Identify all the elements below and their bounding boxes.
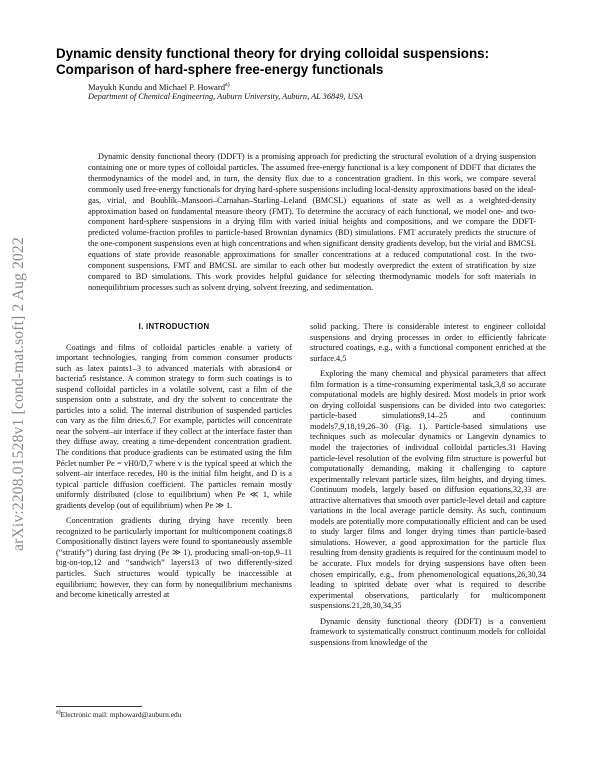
- footnote: [56, 710, 181, 719]
- body-paragraph: solid packing. There is considerable interest to engineer colloidal suspensions and drying processes in order to efficiently fabricate structured coatings, e.g., with a functional component enriched at the surface.4,5: [310, 322, 546, 363]
- affiliation: Department of Chemical Engineering, Auburn University, Auburn, AL 36849, USA: [88, 92, 363, 101]
- title-line-2: Comparison of hard-sphere free-energy functionals: [56, 62, 384, 77]
- arxiv-id: arXiv:2208.01528v1 [cond-mat.soft] 2 Aug 2022: [10, 237, 27, 551]
- arxiv-sidebar-stamp: [10, 214, 28, 574]
- right-column: [310, 322, 546, 653]
- authors-text: Mayukh Kundu and Michael P. Howard: [88, 82, 225, 92]
- body-paragraph: Concentration gradients during drying have recently been recognized to be particularly important for multicomponent coatings.8 Compositionally distinct layers were found to spontaneously assemble (“stratify”) during fast drying (Pe ≫ 1), producing small-on-top,9–11 big-on-top,12 and “sandwich” layers13 of two differently-sized particles. Such structures would typically be inaccessible at equilibrium; however, they can form by nonequilibrium mechanisms and become kinetically arrested at: [56, 516, 292, 600]
- footnote-mark: a): [56, 709, 61, 716]
- paper-header: [56, 46, 556, 103]
- title-line-1: Dynamic density functional theory for drying colloidal suspensions:: [56, 46, 490, 61]
- body-paragraph: Coatings and films of colloidal particles enable a variety of important technologies, ranging from common consumer products such as latex paints1–3 to advanced materials with abrasion4 or bacteria5 resistance. A common strategy to form such coatings is to suspend colloidal particles in a volatile solvent, cast a film of the suspension onto a substrate, and dry the solvent to concentrate the particles into a solid. The internal distribution of suspended particles can vary as the film dries.6,7 For example, particles will concentrate near the solvent–air interface if they collect at the interface faster than they diffuse away, creating a time-dependent concentration gradient. The conditions that produce gradients can be estimated using the film Péclet number Pe = vH0/D,7 where v is the typical speed at which the solvent–air interface recedes, H0 is the initial film height, and D is a typical particle diffusion coefficient. The particles remain mostly uniformly distributed (close to equilibrium) when Pe ≪ 1, while gradients develop (out of equilibrium) when Pe ≫ 1.: [56, 342, 292, 510]
- author-list: [88, 82, 556, 92]
- abstract: Dynamic density functional theory (DDFT) is a promising approach for predicting the structural evolution of a drying suspension containing one or more types of colloidal particles. The assumed free-energy functional is a key component of DDFT that dictates the thermodynamics of the model and, in turn, the density flux due to a concentration gradient. In this work, we compare several commonly used free-energy functionals for drying hard-sphere suspensions including local-density approximations based on the ideal-gas, virial, and Boublík–Mansoori–Carnahan–Starling–Leland (BMCSL) equations of state as well as a weighted-density approximation based on fundamental measure theory (FMT). To determine the accuracy of each functional, we model one- and two-component hard-sphere suspensions in a drying film with varied initial heights and compositions, and we compare the DDFT-predicted volume-fraction profiles to particle-based Brownian dynamics (BD) simulations. FMT accurately predicts the structure of the one-component suspensions even at high concentrations and when significant density gradients develop, but the virial and BMCSL equations of state provide reasonable approximations for smaller concentrations at a reduced computational cost. In the two-component suspensions, FMT and BMCSL are similar to each other but modestly overpredict the extent of stratification by size compared to BD simulations. This work provides helpful guidance for selecting thermodynamic models for soft materials in nonequilibrium processes such as solvent drying, solvent freezing, and sedimentation.: [88, 152, 536, 292]
- paper-title: [56, 46, 556, 78]
- author-footnote-mark: a): [225, 82, 230, 89]
- footnote-divider: [56, 706, 142, 707]
- footnote-text: Electronic mail: mphoward@auburn.edu: [60, 710, 182, 719]
- body-paragraph: Exploring the many chemical and physical parameters that affect film formation is a time-consuming experimental task,3,8 so accurate computational models are highly desired. Most models in prior work on drying colloidal suspensions can be divided into two categories: particle-based simulations9,14–25 and continuum models7,9,18,19,26–30 (Fig. 1). Particle-based simulations use techniques such as molecular dynamics or Langevin dynamics to model the trajectories of individual colloidal particles.31 Having particle-level resolution of the evolving film structure is powerful but computationally demanding, making it challenging to capture experimentally relevant particle sizes, film heights, and drying times. Continuum models, largely based on diffusion equations,32,33 are attractive alternatives that smooth over particle-level detail and capture variations in the local average particle density. As such, continuum models are potentially more computationally efficient and can be used to study larger films and longer drying times than particle-based simulations. However, a good approximation for the particle flux resulting from density gradients is required for the continuum model to be accurate. Flux models for drying suspensions have often been chosen empirically, e.g., from phenomenological equations,26,30,34 leading to spirited debate over what is required to describe experimental observations, particularly for multicomponent suspensions.21,28,30,34,35: [310, 369, 546, 611]
- section-heading: I. INTRODUCTION: [138, 322, 210, 331]
- body-paragraph: Dynamic density functional theory (DDFT) is a convenient framework to systematically construct continuum models for colloidal suspensions from knowledge of the: [310, 616, 546, 647]
- left-column: [56, 322, 292, 606]
